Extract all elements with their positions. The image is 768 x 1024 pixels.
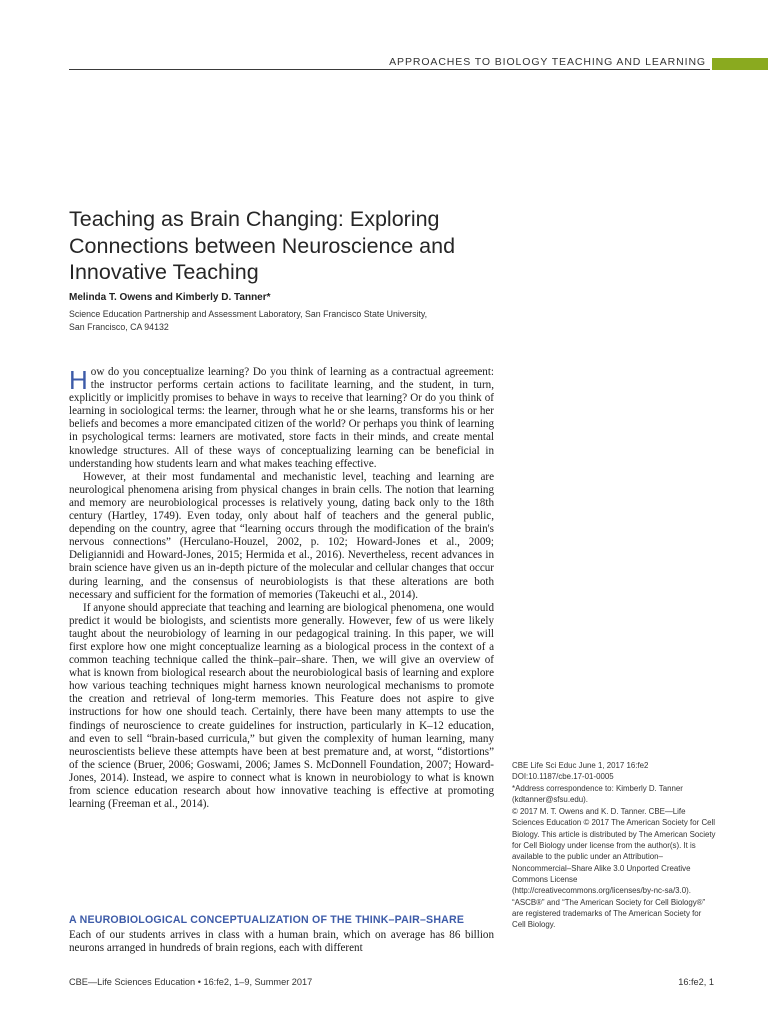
header-accent-bar	[712, 58, 768, 70]
article-body	[69, 366, 494, 811]
authors: Melinda T. Owens and Kimberly D. Tanner*	[69, 292, 271, 303]
paragraph-1-text: ow do you conceptualize learning? Do you think of learning as a contractual agreement: the instructor performs certain actions to facilitate learning, and the student, in turn, explicitly or implicitly promises to behave in ways to receive that learning? Or do you think of learning in sociological terms: the learner, through what he or she learns, transforms his or her beliefs and becomes a more emancipated citizen of the world? Or perhaps you think of learning in psychological terms: learners are motivated, store facts in their minds, and create mental knowledge structures. All of these ways of conceptualizing learning can be beneficial in understanding how students learn and what makes teaching effective.	[69, 366, 494, 470]
affiliation-line-2: San Francisco, CA 94132	[69, 321, 169, 332]
paragraph-1	[69, 366, 494, 471]
header-rule	[69, 69, 710, 70]
section-label: APPROACHES TO BIOLOGY TEACHING AND LEARNING	[389, 56, 706, 68]
section-body	[69, 929, 494, 955]
correspondence: *Address correspondence to: Kimberly D. Tanner (kdtanner@sfsu.edu).	[512, 783, 683, 804]
drop-cap: H	[69, 365, 88, 395]
affiliation	[69, 308, 489, 333]
footer-page-number: 16:fe2, 1	[678, 977, 714, 987]
section-paragraph: Each of our students arrives in class with a human brain, which on average has 86 billion neurons arranged in hundreds of brain regions, each with different	[69, 929, 494, 955]
paragraph-2: However, at their most fundamental and mechanistic level, teaching and learning are neurological phenomena arising from physical changes in brain cells. The notion that learning and memory are neurobiological processes is relatively young, dating back only to the 18th century (Hartley, 1749). Even today, only about half of teachers and the general public, depending on the country, agree that “learning occurs through the modification of the brain's nervous connections” (Herculano-Houzel, 2002, p. 102; Howard-Jones et al., 2009; Deligiannidi and Howard-Jones, 2015; Hermida et al., 2016). Nevertheless, recent advances in brain science have given us an in-depth picture of the molecular and cellular changes that occur during learning, and the consensus of neurobiologists is that these alterations are both necessary and sufficient for the formation of memories (Takeuchi et al., 2014).	[69, 470, 494, 601]
affiliation-line-1: Science Education Partnership and Assessment Laboratory, San Francisco State University,	[69, 309, 428, 319]
section-heading: A NEUROBIOLOGICAL CONCEPTUALIZATION OF THE THINK–PAIR–SHARE	[69, 914, 465, 926]
citation: CBE Life Sci Educ June 1, 2017 16:fe2	[512, 761, 649, 770]
trademark-notice: “ASCB®” and “The American Society for Cell Biology®” are registered trademarks of The American Society for Cell Biology.	[512, 897, 706, 930]
copyright-notice: © 2017 M. T. Owens and K. D. Tanner. CBE—Life Sciences Education © 2017 The American Society for Cell Biology. This article is distributed by The American Society for Cell Biology under license from the author(s). It is available to the public under an Attribution–Noncommercial–Share Alike 3.0 Unported Creative Commons License (http://creativecommons.org/licenses/by-nc-sa/3.0).	[512, 807, 716, 896]
doi: DOI:10.1187/cbe.17-01-0005	[512, 772, 614, 782]
article-info-sidebar	[512, 760, 717, 930]
footer-journal: CBE—Life Sciences Education • 16:fe2, 1–9, Summer 2017	[69, 977, 313, 987]
article-title: Teaching as Brain Changing: Exploring Connections between Neuroscience and Innovative Teaching	[69, 207, 456, 284]
paragraph-3: If anyone should appreciate that teaching and learning are biological phenomena, one would predict it would be biologists, and scientists more generally. However, few of us were likely taught about the neurobiology of learning in our pedagogical training. In this paper, we will first explore how one might conceptualize learning as a biological process in the context of a common teaching technique called the think–pair–share. Then, we will give an overview of what is known from biological research about the neurobiological basis of learning and explore how various teaching techniques might harness known neurological mechanisms to promote the creation and retrieval of long-term memories. This Feature does not aspire to give instructions for how one should teach. Certainly, there have been many attempts to use the findings of neuroscience to create guidelines for instruction, particularly in K–12 education, and even to sell “brain-based curricula,” but given the complexity of human learning, many neuroscientists believe these attempts have been at best premature and, at worst, “distortions” of the science (Bruer, 2006; Goswami, 2006; James S. McDonnell Foundation, 2007; Howard-Jones, 2014). Instead, we aspire to connect what is known in neurobiology to what is known from science education research about how innovative teaching is effective at promoting learning (Freeman et al., 2014).	[69, 601, 494, 811]
